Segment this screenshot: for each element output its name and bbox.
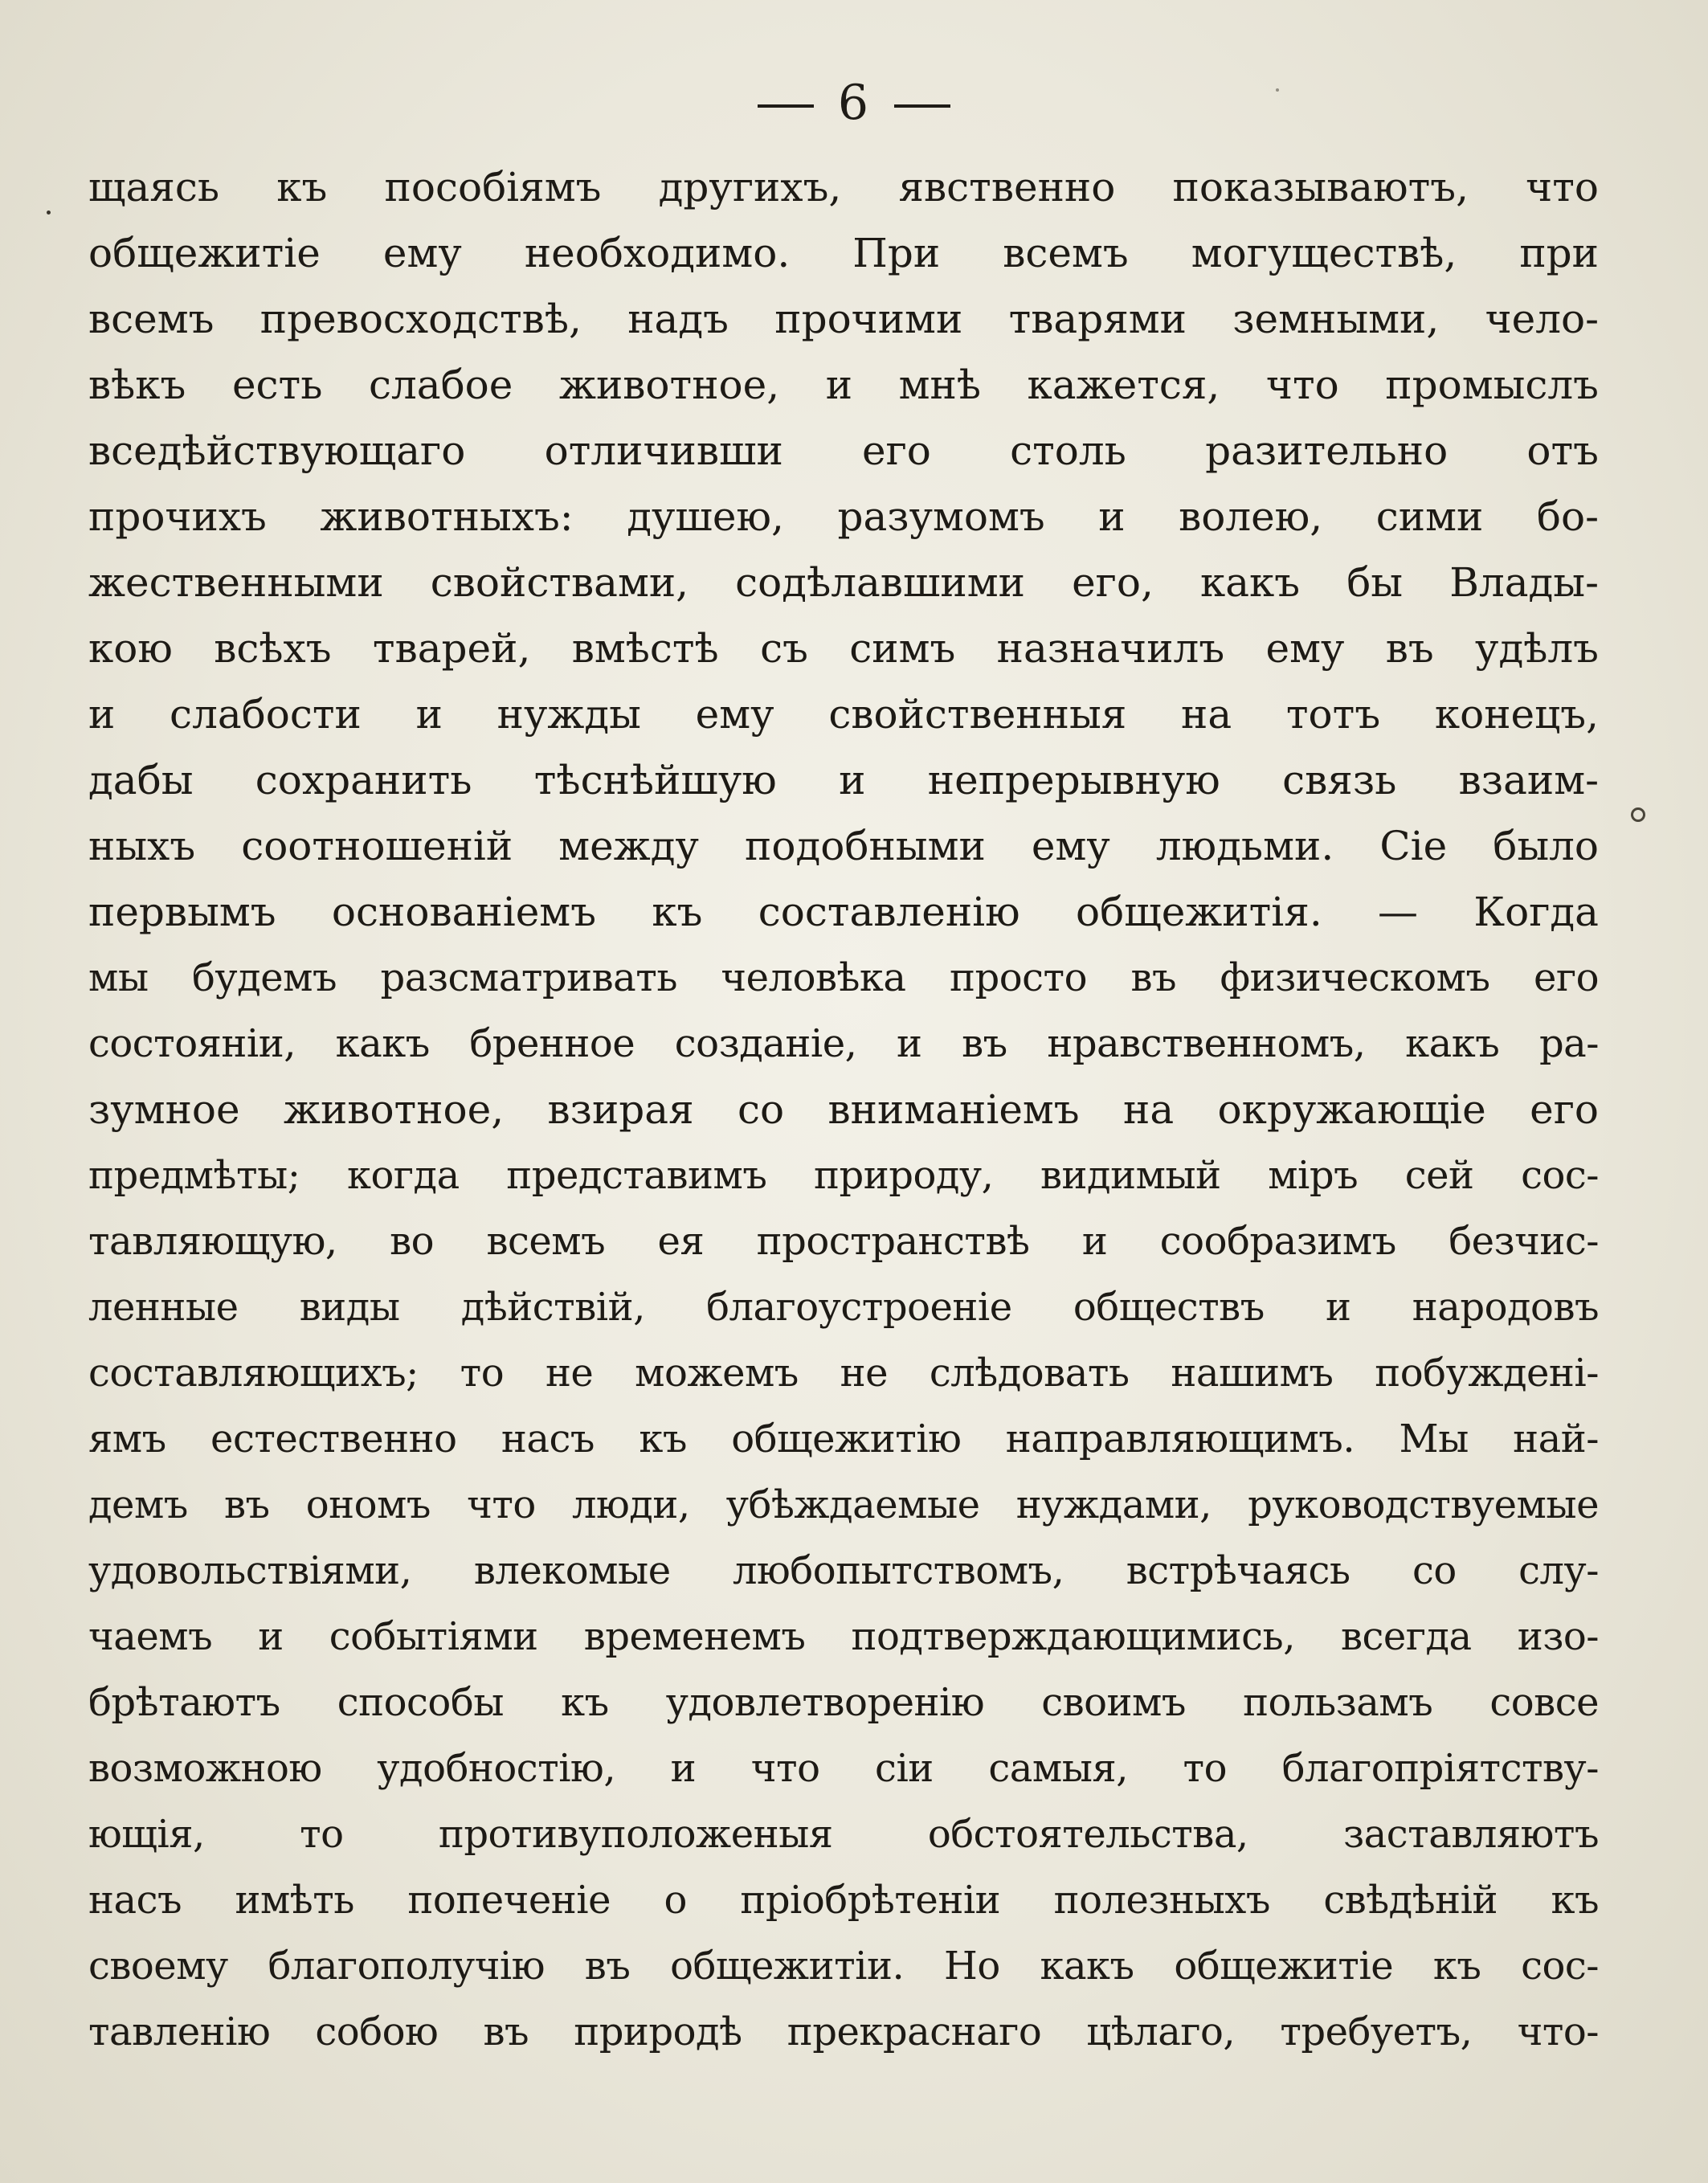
text-line: брѣтаютъ способы къ удовлетворенію своимъ пользамъ совсе <box>88 1680 1599 1725</box>
dash-right <box>894 104 950 108</box>
text-line: и слабости и нужды ему свойственныя на тотъ конецъ, <box>88 691 1599 738</box>
body-text <box>88 154 1599 2065</box>
text-line: вседѣйствующаго отличивши его столь разительно отъ <box>88 427 1599 474</box>
paper-speck <box>1276 88 1279 92</box>
page-number-header <box>0 71 1708 135</box>
paper-speck <box>1631 807 1645 822</box>
text-line: всемъ превосходствѣ, надъ прочими тварями земными, чело- <box>88 296 1599 342</box>
text-line: жественными свойствами, содѣлавшими его, какъ бы Влады- <box>88 559 1599 606</box>
text-line: первымъ основаніемъ къ составленію общежитія. — Когда <box>88 889 1599 935</box>
text-line: предмѣты; когда представимъ природу, видимый міръ сей сос- <box>88 1153 1599 1198</box>
dash-left <box>758 104 814 108</box>
text-line: дабы сохранить тѣснѣйшую и непрерывную связь взаим- <box>88 757 1599 803</box>
text-line: кою всѣхъ тварей, вмѣстѣ съ симъ назначилъ ему въ удѣлъ <box>88 625 1599 672</box>
text-line: тавляющую, во всемъ ея пространствѣ и сообразимъ безчис- <box>88 1219 1599 1264</box>
text-line: чаемъ и событіями временемъ подтверждающимись, всегда изо- <box>88 1614 1599 1659</box>
text-line: ющія, то противуположеныя обстоятельства, заставляютъ <box>88 1812 1599 1857</box>
text-line: щаясь къ пособіямъ другихъ, явственно показываютъ, что <box>88 164 1599 211</box>
text-line: вѣкъ есть слабое животное, и мнѣ кажется, что промыслъ <box>88 362 1599 408</box>
text-line: общежитіе ему необходимо. При всемъ могуществѣ, при <box>88 230 1599 276</box>
text-line: мы будемъ разсматривать человѣка просто въ физическомъ его <box>88 955 1599 1000</box>
paper-speck <box>47 211 51 215</box>
text-line: зумное животное, взирая со вниманіемъ на окружающіе его <box>88 1086 1599 1133</box>
text-line: ленные виды дѣйствій, благоустроеніе обществъ и народовъ <box>88 1285 1599 1330</box>
text-line: ямъ естественно насъ къ общежитію направляющимъ. Мы най- <box>88 1416 1599 1461</box>
text-line: ныхъ соотношеній между подобными ему людьми. Сіе было <box>88 823 1599 869</box>
text-line: удовольствіями, влекомые любопытствомъ, встрѣчаясь со слу- <box>88 1548 1599 1593</box>
text-line: своему благополучію въ общежитіи. Но какъ общежитіе къ сос- <box>88 1944 1599 1989</box>
text-line: возможною удобностію, и что сіи самыя, то благопріятству- <box>88 1746 1599 1791</box>
text-line: прочихъ животныхъ: душею, разумомъ и волею, сими бо- <box>88 493 1599 540</box>
text-line: демъ въ ономъ что люди, убѣждаемые нуждами, руководствуемые <box>88 1482 1599 1527</box>
text-line: тавленію собою въ природѣ прекраснаго цѣлаго, требуетъ, что- <box>88 2009 1599 2054</box>
page-number: 6 <box>837 75 871 131</box>
text-line: насъ имѣть попеченіе о пріобрѣтеніи полезныхъ свѣдѣній къ <box>88 1878 1599 1923</box>
text-line: состояніи, какъ бренное созданіе, и въ нравственномъ, какъ ра- <box>88 1021 1599 1066</box>
text-line: составляющихъ; то не можемъ не слѣдовать нашимъ побужденi- <box>88 1351 1599 1396</box>
